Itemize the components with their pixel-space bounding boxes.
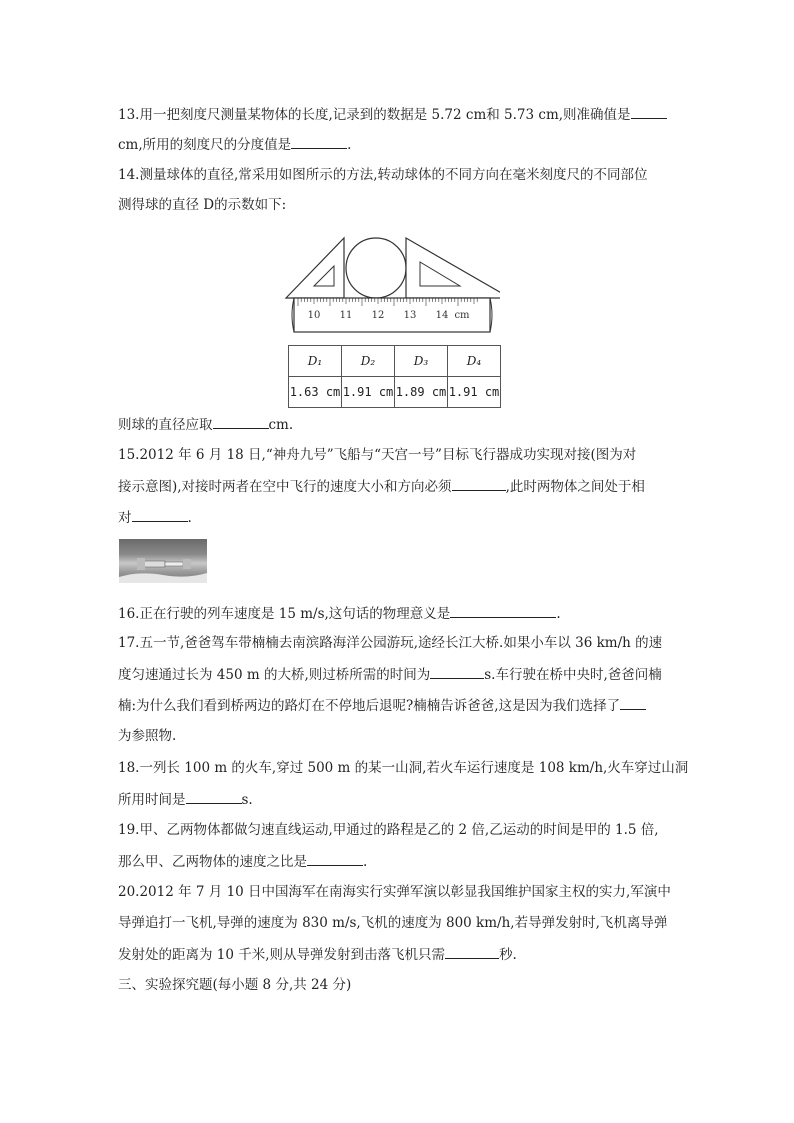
answer-blank-q13b[interactable]	[291, 134, 347, 149]
table-header-row	[289, 346, 501, 377]
q17-line2: 度匀速通过长为 450 m 的大桥,则过桥所需的时间为 s.车行驶在桥中央时,爸爸问楠	[118, 664, 662, 685]
answer-blank-q19[interactable]	[307, 851, 363, 866]
q13-line1: 13.用一把刻度尺测量某物体的长度,记录到的数据是 5.72 cm和 5.73 cm,则准确值是	[118, 104, 667, 125]
ruler-triangle-figure	[280, 232, 500, 337]
q20-line3: 发射处的距离为 10 千米,则从导弹发射到击落飞机只需 秒.	[118, 944, 517, 965]
docking-photo	[119, 539, 207, 583]
q14-answer-line: 则球的直径应取 cm.	[118, 414, 293, 435]
table-cell: 1.63 cm	[289, 377, 342, 408]
q18-line2: 所用时间是 s.	[118, 789, 253, 810]
table-header: D₂	[342, 346, 395, 377]
ruler-label-13: 13	[403, 310, 417, 321]
ruler-label-unit: cm	[454, 310, 470, 321]
answer-blank-q20[interactable]	[445, 944, 499, 959]
section-heading: 三、实验探究题(每小题 8 分,共 24 分)	[118, 977, 352, 993]
table-cell: 1.91 cm	[448, 377, 501, 408]
q18-line1: 18.一列长 100 m 的火车,穿过 500 m 的某一山洞,若火车运行速度是 108 km/h,火车穿过山洞	[118, 760, 689, 776]
table-header: D₄	[448, 346, 501, 377]
q19-line1: 19.甲、乙两物体都做匀速直线运动,甲通过的路程是乙的 2 倍,乙运动的时间是甲的 1.5 倍,	[118, 822, 659, 838]
answer-blank-q18[interactable]	[186, 789, 242, 804]
answer-blank-q13a[interactable]	[631, 104, 667, 119]
q17-line4: 为参照物.	[118, 728, 177, 744]
ruler-label-11: 11	[339, 310, 353, 321]
answer-blank-q15a[interactable]	[452, 476, 506, 491]
table-cell: 1.89 cm	[395, 377, 448, 408]
left-set-square	[286, 238, 344, 298]
spacecraft-image	[119, 539, 207, 583]
ruler-label-12: 12	[371, 310, 385, 321]
q17-line1: 17.五一节,爸爸驾车带楠楠去南滨路海洋公园游玩,途经长江大桥.如果小车以 36 km/h 的速	[118, 635, 663, 651]
ruler-label-10: 10	[307, 310, 321, 321]
q20-line1: 20.2012 年 7 月 10 日中国海军在南海实行实弹军演以彰显我国维护国家主权的实力,军演中	[118, 884, 671, 900]
ball	[346, 238, 406, 298]
q17-line3: 楠:为什么我们看到桥两边的路灯在不停地后退呢?楠楠告诉爸爸,这是因为我们选择了	[118, 695, 646, 716]
q14-line2: 测得球的直径 D的示数如下:	[118, 197, 287, 213]
table-header: D₃	[395, 346, 448, 377]
q15-line1: 15.2012 年 6 月 18 日,“神舟九号”飞船与“天宫一号”目标飞行器成功实现对接(图为对	[118, 447, 637, 463]
answer-blank-q17b[interactable]	[620, 695, 646, 710]
q13-line2: cm,所用的刻度尺的分度值是 .	[118, 134, 351, 155]
answer-blank-q14[interactable]	[213, 414, 269, 429]
answer-blank-q16[interactable]	[450, 603, 556, 618]
q16-line: 16.正在行驶的列车速度是 15 m/s,这句话的物理意义是 .	[118, 603, 561, 624]
q14-line1: 14.测量球体的直径,常采用如图所示的方法,转动球体的不同方向在毫米刻度尺的不同部位	[118, 167, 648, 183]
diameter-table	[288, 345, 501, 408]
answer-blank-q17a[interactable]	[430, 664, 484, 679]
table-cell: 1.91 cm	[342, 377, 395, 408]
q15-line3: 对 .	[118, 507, 192, 528]
answer-blank-q15b[interactable]	[132, 507, 188, 522]
ruler-label-14: 14	[435, 310, 449, 321]
table-header: D₁	[289, 346, 342, 377]
table-row	[289, 377, 501, 408]
q15-line2: 接示意图),对接时两者在空中飞行的速度大小和方向必须 ,此时两物体之间处于相	[118, 476, 645, 497]
q20-line2: 导弹追打一飞机,导弹的速度为 830 m/s,飞机的速度为 800 km/h,若导弹发射时,飞机离导弹	[118, 915, 668, 931]
q19-line2: 那么甲、乙两物体的速度之比是 .	[118, 851, 367, 872]
